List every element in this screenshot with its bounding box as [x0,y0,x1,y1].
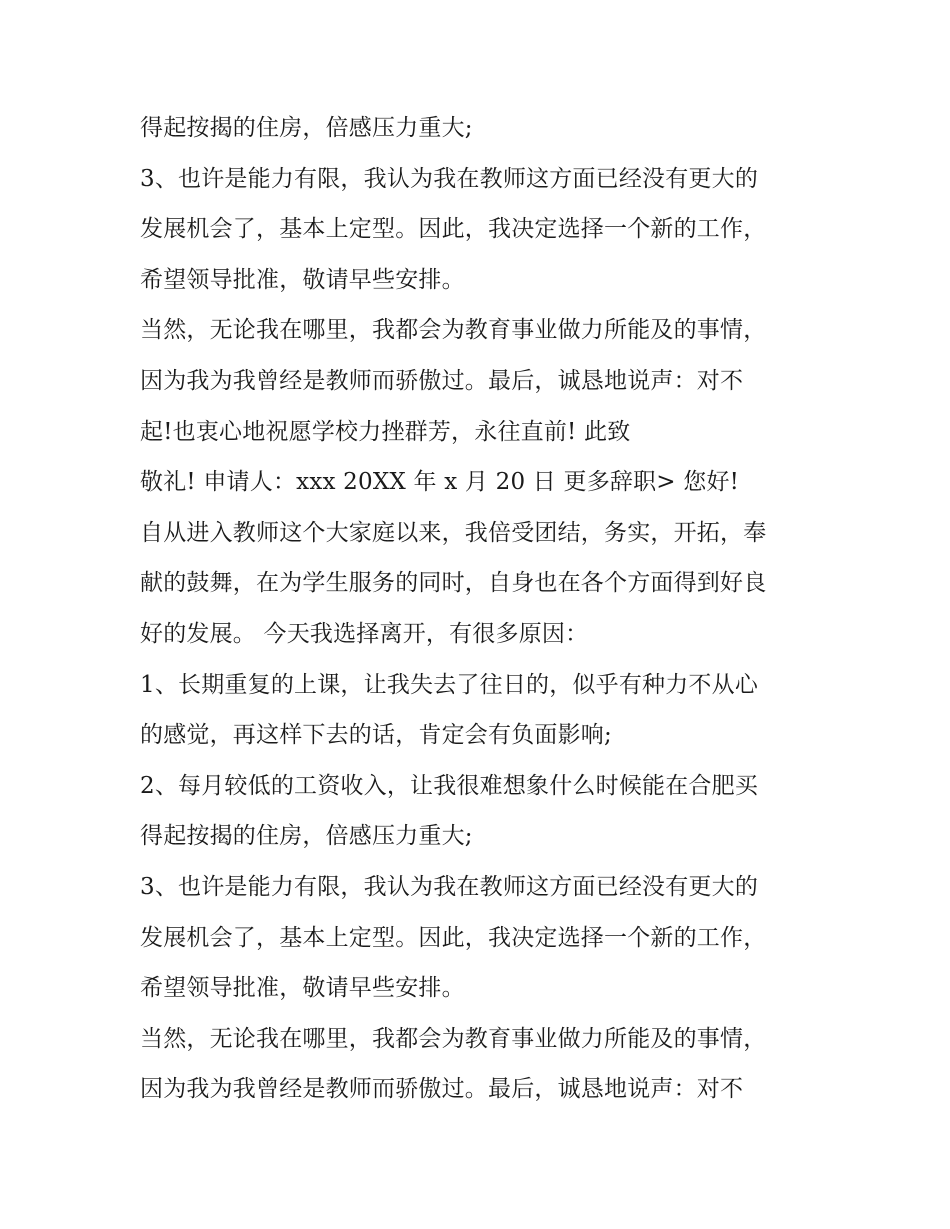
text-line: 自从进入教师这个大家庭以来，我倍受团结，务实，开拓，奉 [140,519,767,546]
text-line: 希望领导批准，敬请早些安排。 [140,975,465,1002]
document-body [140,103,830,1115]
text-line: 2、每月较低的工资收入，让我很难想象什么时候能在合肥买 [140,772,759,799]
text-line: 献的鼓舞，在为学生服务的同时，自身也在各个方面得到好良 [140,570,767,597]
text-line: 3、也许是能力有限，我认为我在教师这方面已经没有更大的 [140,873,759,900]
text-line: 希望领导批准，敬请早些安排。 [140,266,465,293]
text-line: 1、长期重复的上课，让我失去了往日的，似乎有种力不从心 [140,671,759,698]
text-line: 当然，无论我在哪里，我都会为教育事业做力所能及的事情， [140,317,767,344]
text-line: 因为我为我曾经是教师而骄傲过。最后，诚恳地说声：对不 [140,1076,744,1103]
text-line: 当然，无论我在哪里，我都会为教育事业做力所能及的事情， [140,1025,767,1052]
text-line: 因为我为我曾经是教师而骄傲过。最后，诚恳地说声：对不 [140,367,744,394]
text-line: 得起按揭的住房，倍感压力重大; [140,823,473,850]
text-line: 得起按揭的住房，倍感压力重大; [140,115,473,141]
text-line: 起!也衷心地祝愿学校力挫群芳，永往直前! 此致 [140,418,631,445]
text-line: 好的发展。 今天我选择离开，有很多原因： [140,620,589,647]
text-line: 3、也许是能力有限，我认为我在教师这方面已经没有更大的 [140,165,759,192]
text-line: 的感觉，再这样下去的话，肯定会有负面影响; [140,722,612,749]
text-line: 敬礼! 申请人：xxx 20XX 年 x 月 20 日 更多辞职> 您好! [140,469,740,496]
text-line: 发展机会了，基本上定型。因此，我决定选择一个新的工作， [140,216,767,243]
text-line: 发展机会了，基本上定型。因此，我决定选择一个新的工作， [140,924,767,951]
